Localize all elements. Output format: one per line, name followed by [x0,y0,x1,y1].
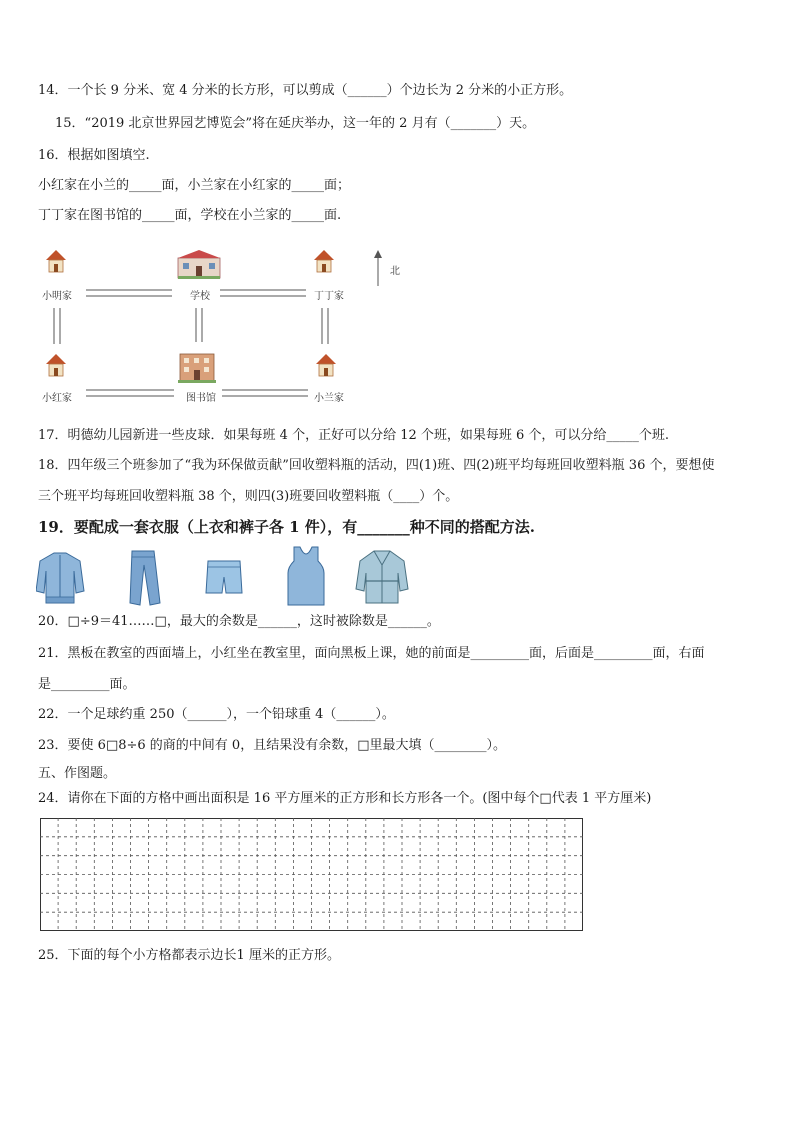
dingding-house-icon [314,250,334,272]
label-xiaohong: 小红家 [42,393,72,404]
question-16-line-1: 小红家在小兰的_____面，小兰家在小红家的_____面； [38,178,351,193]
question-22: 22．一个足球约重 250（______），一个铅球重 4（______）。 [38,707,395,722]
direction-map [38,244,418,406]
question-18-line-2: 三个班平均每班回收塑料瓶 38 个，则四(3)班要回收塑料瓶（____）个。 [38,489,459,504]
jeans-icon [130,551,160,605]
question-16-line-2: 丁丁家在图书馆的_____面，学校在小兰家的_____面. [38,208,342,223]
label-north: 北 [390,266,400,277]
question-25: 25．下面的每个小方格都表示边长1 厘米的正方形。 [38,948,340,963]
question-19: 19．要配成一套衣服（上衣和裤子各 1 件），有_______种不同的搭配方法. [38,518,535,536]
coat-icon [356,551,408,603]
label-xiaolan: 小兰家 [314,393,344,404]
xiaohong-house-icon [46,354,66,376]
north-arrow-icon [374,250,382,286]
xiaolan-house-icon [316,354,336,376]
question-15: 15．“2019 北京世界园艺博览会”将在延庆举办，这一年的 2 月有（_______）天。 [55,116,536,131]
label-school: 学校 [190,291,210,302]
question-20: 20．□÷9＝41……□，最大的余数是______，这时被除数是______。 [38,614,440,629]
label-xiaoming: 小明家 [42,291,72,302]
question-16-title: 16．根据如图填空. [38,148,150,163]
question-14: 14．一个长 9 分米、宽 4 分米的长方形，可以剪成（______）个边长为 2 分米的小正方形。 [38,83,573,98]
tank-top-icon [288,547,324,605]
section-5-heading: 五、作图题。 [38,766,117,781]
drawing-grid[interactable] [40,818,583,931]
jacket-icon [36,553,84,603]
question-21-line-1: 21．黑板在教室的西面墙上，小红坐在教室里，面向黑板上课，她的前面是_________面，后面是_________面，右面 [38,646,705,661]
label-dingding: 丁丁家 [314,291,344,302]
label-library: 图书馆 [186,393,216,404]
shorts-icon [206,561,242,593]
question-17: 17．明德幼儿园新进一些皮球．如果每班 4 个，正好可以分给 12 个班，如果每班 6 个，可以分给_____个班. [38,428,670,443]
question-18-line-1: 18．四年级三个班参加了“我为环保做贡献”回收塑料瓶的活动，四(1)班、四(2)班平均每班回收塑料瓶 36 个，要想使 [38,458,715,473]
question-23: 23．要使 6□8÷6 的商的中间有 0，且结果没有余数，□里最大填（________）。 [38,738,506,753]
question-24: 24．请你在下面的方格中画出面积是 16 平方厘米的正方形和长方形各一个。(图中每个□代表 1 平方厘米) [38,791,652,806]
library-building-icon [178,354,216,383]
school-building-icon [178,250,220,279]
question-21-line-2: 是_________面。 [38,677,136,692]
xiaoming-house-icon [46,250,66,272]
clothes-figure [36,545,426,607]
